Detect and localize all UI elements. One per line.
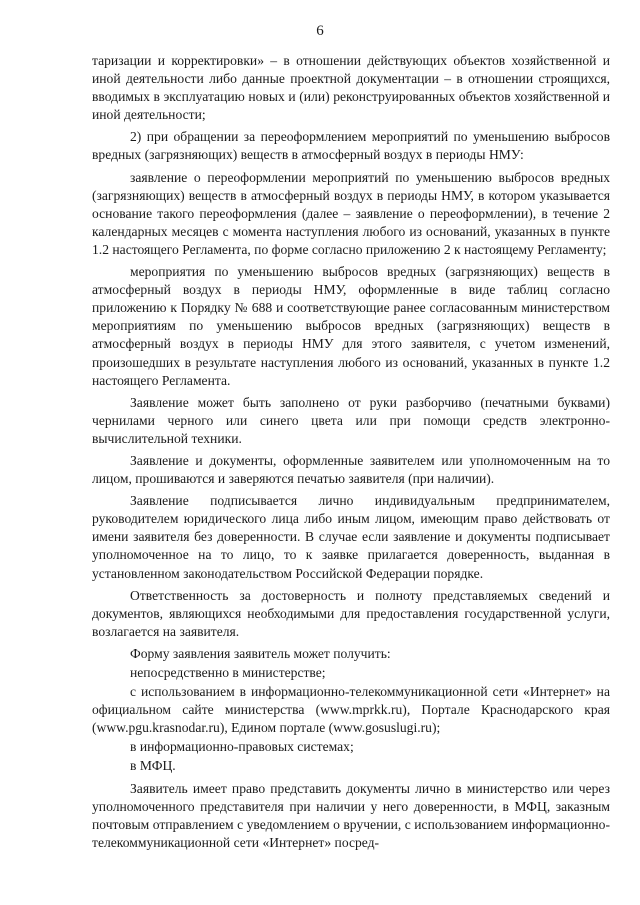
page-number: 6: [316, 23, 324, 39]
paragraph-10: непосредственно в министерстве;: [130, 665, 326, 680]
paragraph-12: в информационно-правовых системах;: [130, 739, 354, 755]
paragraph-9: Форму заявления заявитель может получить:: [130, 645, 391, 661]
paragraph-1: таризации и корректировки» – в отношении действующих объектов хозяйственной и иной деятельности либо данные проектной документации – в отношении строящихся, вводимых в эксплуатацию новых и (или) реконструированных объектов хозяйственной и иной деятельности;: [92, 53, 610, 123]
document-body: [92, 52, 610, 856]
paragraph-14: Заявитель имеет право представить документы лично в министерство или через уполномоченного представителя при наличии у него доверенности, в МФЦ, заказным почтовым отправлением с уведомлением о вручении, с использованием информационно-телекоммуникационной сети «Интернет» посред-: [92, 780, 610, 850]
paragraph-13: в МФЦ.: [130, 758, 176, 774]
paragraph-7: Заявление подписывается лично индивидуальным предпринимателем, руководителем юридического лица либо иным лицом, имеющим право действовать от имени заявителя без доверенности. В случае если заявление и документы подписывает уполномоченное на то лицо, то к заявке прилагается доверенность, выданная в установленном законодательством Российской Федерации порядке.: [92, 493, 610, 581]
paragraph-11: с использованием в информационно-телекоммуникационной сети «Интернет» на официальном сайте министерства (www.mprkk.ru), Портале Краснодарского края (www.pgu.krasnodar.ru), Едином портале (www.gosuslugi.ru);: [92, 684, 610, 736]
paragraph-2: 2) при обращении за переоформлением мероприятий по уменьшению выбросов вредных (загрязняющих) веществ в атмосферный воздух в периоды НМУ:: [92, 129, 610, 163]
paragraph-5: Заявление может быть заполнено от руки разборчиво (печатными буквами) чернилами черного или синего цвета или при помощи средств электронно-вычислительной техники.: [92, 394, 610, 446]
paragraph-6: Заявление и документы, оформленные заявителем или уполномоченным на то лицом, прошиваются и заверяются печатью заявителя (при наличии).: [92, 452, 610, 487]
paragraph-4: мероприятия по уменьшению выбросов вредных (загрязняющих) веществ в атмосферный воздух в периоды НМУ, оформленные в виде таблиц согласно приложению к Порядку № 688 и соответствующие ранее согласованным министерством мероприятиям по уменьшению выбросов вредных (загрязняющих) веществ в атмосферный воздух в периоды НМУ для этого заявителя, с учетом изменений, произошедших в результате наступления любого из оснований, указанных в пункте 1.2 настоящего Регламента.: [92, 264, 610, 388]
paragraph-3: заявление о переоформлении мероприятий по уменьшению выбросов вредных (загрязняющих) веществ в атмосферный воздух в периоды НМУ, в котором указывается основание такого переоформления (далее – заявление о переоформлении), в течение 2 календарных месяцев с момента наступления любого из оснований, указанных в пункте 1.2 настоящего Регламента, по форме согласно приложению 2 к настоящему Регламенту;: [92, 169, 610, 257]
paragraph-8: Ответственность за достоверность и полноту представляемых сведений и документов, являющихся необходимыми для предоставления государственной услуги, возлагается на заявителя.: [92, 587, 610, 639]
